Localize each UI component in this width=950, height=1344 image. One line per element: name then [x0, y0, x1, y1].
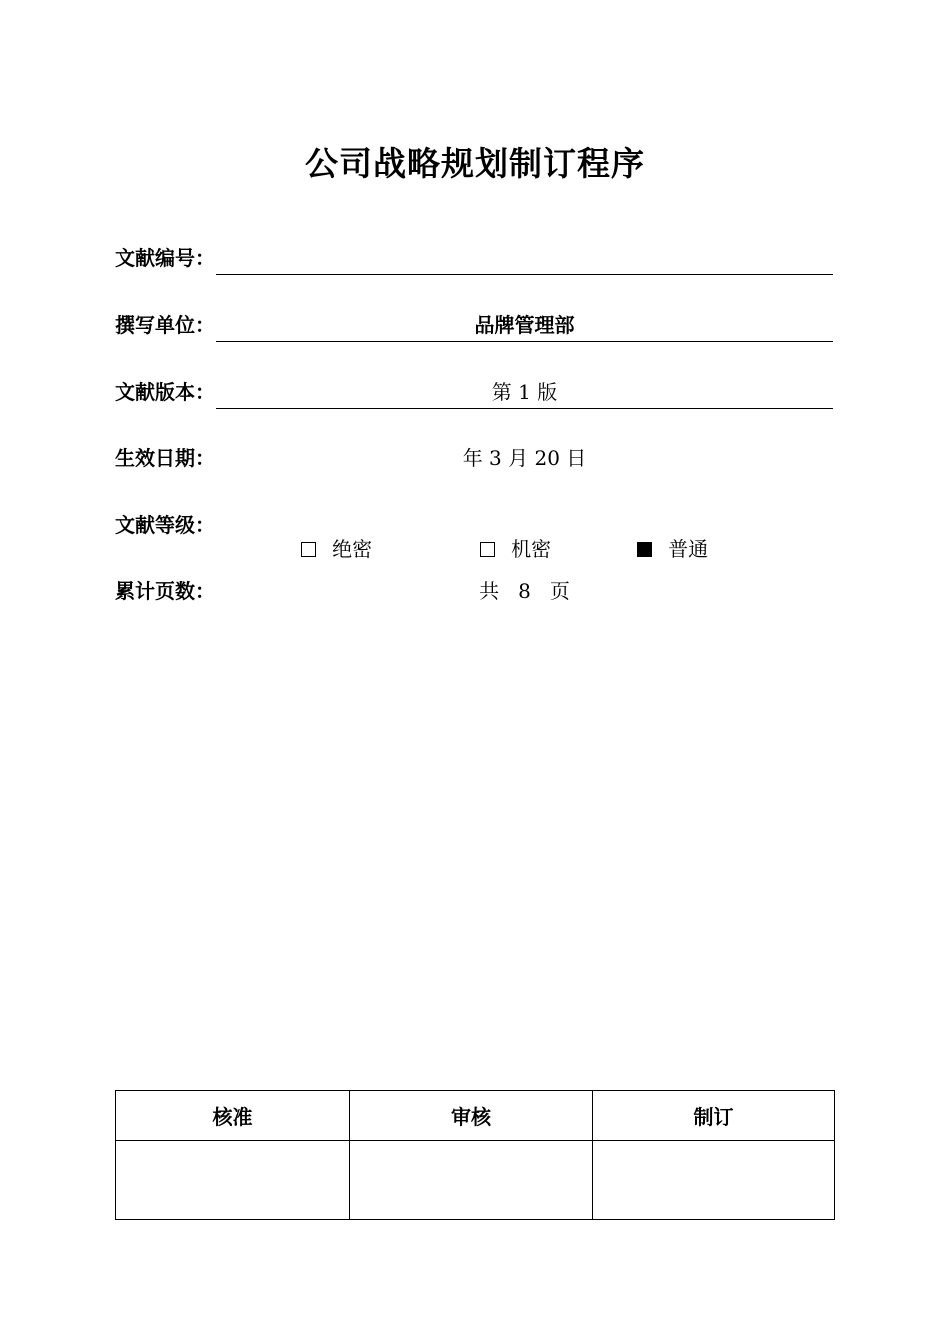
level-option-label: 绝密: [332, 537, 373, 561]
version-label: 文献版本：: [115, 380, 215, 404]
pages-row: [115, 571, 833, 611]
review-header: 审核: [350, 1091, 593, 1141]
pages-field: [216, 571, 833, 607]
effective-date-value: 年 3 月 20 日: [462, 446, 587, 470]
level-label: 文献等级：: [115, 513, 215, 537]
doc-number-label: 文献编号：: [115, 246, 215, 270]
effective-date-row: [115, 438, 833, 478]
author-unit-label: 撰写单位：: [115, 313, 215, 337]
approve-signature-cell[interactable]: [116, 1141, 350, 1220]
pages-value: 共 8 页: [479, 579, 570, 603]
doc-number-field[interactable]: [216, 238, 833, 275]
approval-table-signature-row: [116, 1141, 835, 1220]
version-row: [115, 372, 833, 412]
review-signature-cell[interactable]: [350, 1141, 593, 1220]
version-field[interactable]: [216, 372, 833, 409]
author-unit-value: 品牌管理部: [474, 313, 575, 337]
effective-date-field[interactable]: [216, 438, 833, 474]
document-title: 公司战略规划制订程序: [305, 144, 645, 183]
draft-signature-cell[interactable]: [593, 1141, 835, 1220]
level-row: [115, 505, 833, 561]
checkbox-checked-icon[interactable]: [637, 542, 652, 557]
level-option-label: 机密: [511, 537, 552, 561]
approval-table-header-row: [116, 1091, 835, 1141]
effective-date-label: 生效日期：: [115, 446, 215, 470]
level-option-label: 普通: [668, 537, 709, 561]
approval-table: [115, 1090, 835, 1220]
approve-header: 核准: [116, 1091, 350, 1141]
doc-number-row: [115, 238, 833, 278]
pages-label: 累计页数：: [115, 579, 215, 603]
author-unit-field[interactable]: [216, 305, 833, 342]
checkbox-icon[interactable]: [480, 542, 495, 557]
version-value: 第 1 版: [491, 380, 558, 404]
checkbox-icon[interactable]: [301, 542, 316, 557]
draft-header: 制订: [593, 1091, 835, 1141]
author-unit-row: [115, 305, 833, 345]
